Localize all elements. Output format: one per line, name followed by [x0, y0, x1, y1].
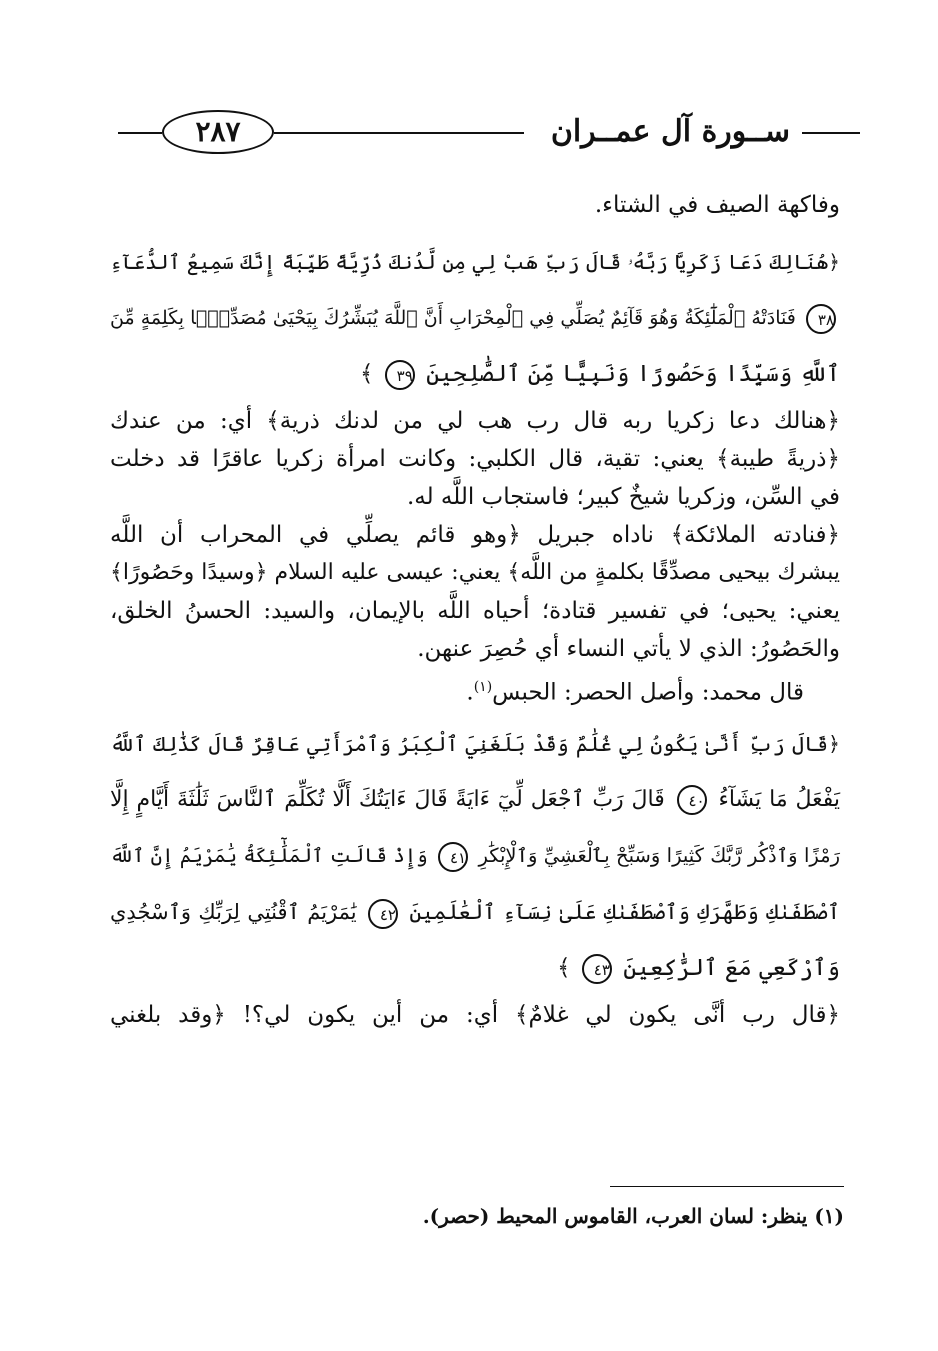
quran-text: قَالَ رَبِّ ٱجْعَل لِّيٓ ءَايَةً قَالَ ءَايَتُكَ أَلَّا تُكَلِّمَ ٱلنَّاسَ ثَلَٰثَةَ أَيَّامٍ إِلَّا: [110, 787, 665, 812]
quran-line: ﴿هُنَالِكَ دَعَا زَكَرِيَّا رَبَّهُۥ قَالَ رَبِّ هَبْ لِي مِن لَّدُنكَ ذُرِّيَّةً طَيِّبَةً إِنَّكَ سَمِيعُ ٱلدُّعَآءِ: [110, 250, 840, 274]
quran-text: ٱللَّهِ وَسَيِّدًا وَحَصُورًا وَنَبِيًّا مِّنَ ٱلصَّٰلِحِينَ: [426, 361, 840, 387]
quran-text: فَنَادَتْهُ ٱلْمَلَٰٓئِكَةُ وَهُوَ قَآئِمٌ يُصَلِّي فِي ٱلْمِحْرَابِ أَنَّ ٱللَّهَ يُبَشِّرُكَ بِيَحْيَىٰ مُصَدِّقًۢا بِكَلِمَةٍ مِّنَ: [110, 307, 796, 329]
ayah-number: ٤٣: [582, 954, 612, 984]
text-line: يبشرك بيحيى مصدِّقًا بكلمةٍ من اللَّه﴾ يعني: عيسى عليه السلام ﴿وسيدًا وحَصُورًا﴾: [110, 560, 840, 585]
quran-line: [110, 884, 840, 940]
quran-line: ﴿قَالَ رَبِّ أَنَّىٰ يَكُونُ لِي غُلَٰمٌ وَقَدْ بَلَغَنِيَ ٱلْكِبَرُ وَٱمْرَأَتِي عَاقِرٌ قَالَ كَذَٰلِكَ ٱللَّهُ: [110, 732, 840, 756]
header-rule-right: [802, 132, 860, 134]
quran-text: رَمْزًا وَٱذْكُر رَّبَّكَ كَثِيرًا وَسَبِّحْ بِٱلْعَشِيِّ وَٱلْإِبْكَٰرِ: [478, 844, 840, 867]
footnote-marker: (١): [473, 679, 493, 695]
surah-title: ســورة آل عمــران: [550, 114, 790, 149]
quran-line: [110, 940, 840, 996]
closing-bracket: ﴾: [359, 361, 374, 387]
text-line: والحَصُورُ: الذي لا يأتي النساء أي حُصِرَ عنهن.: [417, 636, 840, 662]
closing-bracket: ﴾: [557, 955, 571, 981]
ayah-number: ٤٠: [677, 785, 707, 815]
text-line: ﴿فنادته الملائكة﴾ ناداه جبريل ﴿وهو قائم يصلِّي في المحراب أن اللَّه: [110, 522, 840, 548]
text-line: قال محمد: وأصل الحصر: الحبس$^{(١)}$.: [466, 679, 804, 706]
quran-line: [110, 290, 840, 346]
text-line: ﴿قال رب أنَّى يكون لي غلامٌ﴾ أي: من أين يكون لي؟! ﴿وقد بلغني: [110, 1002, 840, 1028]
text-line: وفاكهة الصيف في الشتاء.: [594, 192, 840, 218]
quran-text: يَٰمَرْيَمُ ٱقْنُتِي لِرَبِّكِ وَٱسْجُدِي: [110, 900, 357, 924]
text-line: ﴿ذريةً طيبة﴾ يعني: تقية، قال الكلبي: وكانت امرأة زكريا عاقرًا قد دخلت: [110, 446, 840, 472]
quran-line: [110, 346, 840, 402]
header-rule-middle: [274, 132, 524, 134]
quran-text: يَفْعَلُ مَا يَشَآءُ: [718, 787, 841, 812]
quran-text: وَٱرْكَعِي مَعَ ٱلرَّٰكِعِينَ: [623, 955, 840, 981]
ayah-number: ٣٩: [385, 360, 415, 390]
quran-line: [110, 772, 840, 828]
page-header: [118, 108, 860, 156]
quran-text: وَإِذْ قَالَتِ ٱلْمَلَٰٓئِكَةُ يَٰمَرْيَمُ إِنَّ ٱللَّهَ: [110, 844, 428, 867]
text-line: ﴿هنالك دعا زكريا ربه قال رب هب لي من لدنك ذرية﴾ أي: من عندك: [110, 408, 840, 434]
text-span: قال محمد: وأصل الحصر: الحبس: [492, 679, 804, 706]
header-rule-left: [118, 132, 162, 134]
footnote-rule: [610, 1186, 844, 1187]
quran-line: [110, 828, 840, 884]
ayah-number: ٣٨: [806, 304, 836, 334]
ayah-number: ٤١: [438, 842, 468, 872]
text-line: يعني: يحيى؛ في تفسير قتادة؛ أحياه اللَّه بالإيمان، والسيد: الحسنُ الخلق،: [110, 598, 840, 624]
quran-text: ٱصْطَفَىٰكِ وَطَهَّرَكِ وَٱصْطَفَىٰكِ عَلَىٰ نِسَآءِ ٱلْعَٰلَمِينَ: [409, 900, 840, 924]
page-number: ٢٨٧: [162, 110, 274, 154]
text-line: في السِّن، وزكريا شيخٌ كبير؛ فاستجاب اللَّه له.: [406, 484, 840, 510]
ayah-number: ٤٢: [368, 899, 398, 929]
footnote: (١) ينظر: لسان العرب، القاموس المحيط (حصر).: [422, 1204, 844, 1228]
page-body: [110, 186, 840, 1034]
